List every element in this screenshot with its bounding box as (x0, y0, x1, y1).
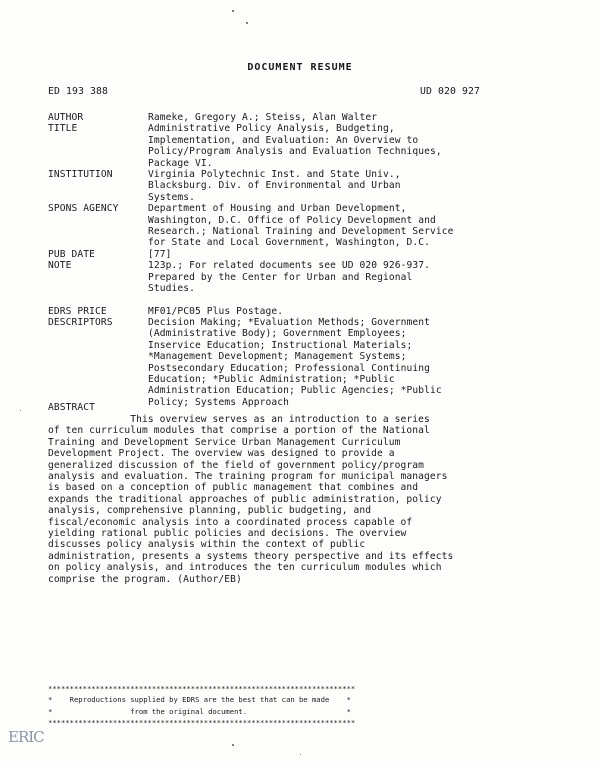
field-value (148, 123, 568, 169)
field-value (148, 317, 568, 408)
ud-number: UD 020 927 (420, 86, 480, 97)
notice-border-top: *********************************************************************** (48, 684, 356, 693)
field-line: Inservice Education; Instructional Materials; (148, 339, 413, 351)
field-line: Policy; Systems Approach (148, 396, 290, 408)
eric-logo: ERIC (8, 728, 44, 746)
abstract-line: is based on a conception of public management that combines and (48, 482, 419, 494)
abstract-line: generalized discussion of the field of government policy/program (48, 459, 425, 471)
abstract-line: discusses policy analysis within the context of public (48, 539, 366, 551)
abstract-label: ABSTRACT (48, 402, 96, 413)
field-line: Systems. (148, 191, 196, 203)
field-edrs-price (48, 306, 568, 317)
field-gap (48, 295, 568, 306)
field-value (148, 260, 568, 294)
field-value (148, 112, 568, 123)
field-note (48, 260, 568, 294)
field-line: Education; *Public Administration; *Public (148, 373, 395, 385)
field-value (148, 203, 568, 249)
field-institution (48, 169, 568, 203)
field-line: (Administrative Body); Government Employees; (148, 328, 407, 340)
abstract-text (48, 414, 568, 585)
ed-number: ED 193 388 (48, 86, 108, 97)
field-line: Virginia Polytechnic Inst. and State Univ., (148, 169, 401, 181)
abstract-line: analysis, comprehensive planning, public budgeting, and (48, 505, 372, 517)
field-value (148, 306, 568, 317)
field-line: 123p.; For related documents see UD 020 926-937. (148, 260, 431, 272)
field-line: Rameke, Gregory A.; Steiss, Alan Walter (148, 112, 378, 123)
abstract-line: yielding rational public policies and decisions. The overview (48, 528, 407, 540)
field-value (148, 169, 568, 203)
notice-border-bottom: *********************************************************************** (48, 718, 356, 728)
abstract-line: Training and Development Service Urban Management Curriculum (48, 436, 401, 448)
field-line: Department of Housing and Urban Development, (148, 203, 407, 215)
field-value (148, 249, 568, 260)
field-spons-agency (48, 203, 568, 249)
field-label: INSTITUTION (48, 169, 113, 181)
abstract-line: of ten curriculum modules that comprise a portion of the National (48, 425, 430, 437)
field-line: Implementation, and Evaluation: An Overview to (148, 134, 419, 146)
bibliographic-fields (48, 112, 568, 408)
abstract-line: Development Project. The overview was designed to provide a (48, 448, 395, 460)
abstract-line: administration, presents a systems theory perspective and its effects (48, 550, 454, 562)
field-title (48, 123, 568, 169)
field-descriptors (48, 317, 568, 408)
abstract-line: fiscal/economic analysis into a coordinated process capable of (48, 516, 413, 528)
notice-line: * Reproductions supplied by EDRS are the best that can be made * (48, 695, 351, 705)
abstract-line: comprise the program. (Author/EB) (48, 573, 242, 585)
field-line: Prepared by the Center for Urban and Regional (148, 271, 413, 283)
field-label: TITLE (48, 123, 78, 135)
notice-line: * from the original document. * (48, 706, 351, 716)
field-line: Decision Making; *Evaluation Methods; Government (148, 316, 431, 328)
field-line: Package VI. (148, 157, 213, 169)
field-label: PUB DATE (48, 248, 96, 260)
field-line: for State and Local Government, Washington, D.C. (148, 237, 431, 249)
document-title: DOCUMENT RESUME (247, 62, 353, 73)
field-pub-date (48, 249, 568, 260)
abstract-line: analysis and evaluation. The training program for municipal managers (48, 471, 448, 483)
field-author (48, 112, 568, 123)
reproduction-notice (48, 683, 568, 729)
field-label: AUTHOR (48, 112, 84, 123)
field-line: Administrative Policy Analysis, Budgeting, (148, 123, 395, 135)
field-label: EDRS PRICE (48, 305, 107, 317)
field-line: Blacksburg. Div. of Environmental and Urban (148, 180, 401, 192)
field-line: Washington, D.C. Office of Policy Development and (148, 214, 436, 226)
abstract-line: expands the traditional approaches of public administration, policy (48, 493, 442, 505)
field-line: *Management Development; Management Systems; (148, 351, 407, 363)
field-line: Policy/Program Analysis and Evaluation Techniques, (148, 146, 442, 158)
abstract-line: This overview serves as an introduction to a series (48, 414, 430, 425)
abstract-line: on policy analysis, and introduces the ten curriculum modules which (48, 562, 442, 574)
field-label: SPONS AGENCY (48, 203, 119, 215)
field-label: DESCRIPTORS (48, 316, 113, 328)
field-line: [77] (148, 248, 172, 260)
field-label: NOTE (48, 260, 72, 272)
field-line: Postsecondary Education; Professional Continuing (148, 362, 431, 374)
field-line: Studies. (148, 283, 196, 295)
field-line: MF01/PC05 Plus Postage. (148, 305, 284, 317)
field-line: Administration Education; Public Agencies; *Public (148, 385, 442, 397)
field-line: Research.; National Training and Development Service (148, 226, 454, 238)
